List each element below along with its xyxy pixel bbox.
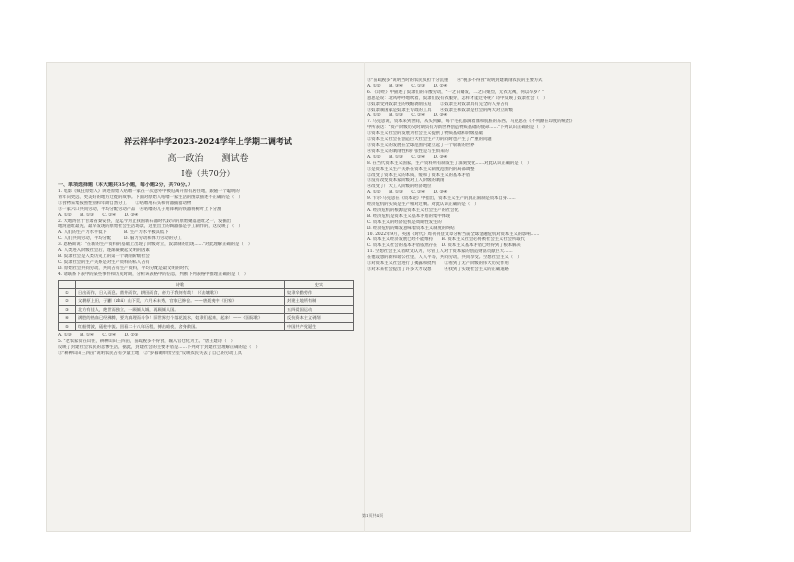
left-page: [58, 62, 358, 532]
question-line: A. ①② B. ①③ C. ②④ D. ③④: [367, 190, 448, 196]
table-row: [59, 322, 354, 330]
table-row: [59, 305, 354, 313]
question-line: ③"苗疏税多"说明当时的农民负担十分沉重 ④"税多不得食"说明封建剥削农民的主要方式: [367, 78, 543, 83]
question-line: C. 奴隶社会的生产关系是对生产资料的私人占有: [58, 259, 150, 265]
question-line: 地湾遗址最先、最早发现的原始社会生活场景，这里出土的陶器都是手工制作的，这反映了（ ）: [58, 224, 243, 230]
page-fold-line: [364, 62, 365, 532]
question-block-a: [58, 189, 358, 278]
row-number: ②: [59, 297, 76, 305]
question-line: ①食物采集按照性别和年龄自然分工 ②咕噜用石头和骨器捕猎动物: [58, 200, 192, 206]
question-line: ①"耕种山田三四亩"说明农民占有少量土地 ②"岁暮锄犁傍空室"反映农民失去了自己的劳动工具: [58, 350, 243, 356]
paper-part: Ⅰ卷（共70分）: [181, 169, 235, 178]
question-line: ①是资本主义生产关系在资本主义制度范围内的局部调整: [367, 166, 475, 172]
question-line: 4. 请联系下表中的某些事件和历史时期，分析该表格中的信息，判断下列表格中推理正确的是（ ）: [58, 271, 249, 277]
question-line: C. 资本主义的经济危机是周期性发生的: [367, 219, 442, 225]
question-line: D. 原始社会共同劳动，共同占有生产资料，平均分配是最文明的时代: [58, 265, 189, 271]
question-line: ①资本主义社会的发展为社会主义提供了物质基础和阶级基础: [367, 131, 484, 137]
question-line: A. ①② B. ①③ C. ②④ D. ③④: [58, 212, 139, 218]
row-fact: 封建土地所有制: [285, 297, 354, 305]
question-line: B. 经济危机是资本主义基本矛盾的集中体现: [367, 213, 451, 219]
question-line: 反映了封建社会农民的悲惨生活，据此，封建社会的主要矛盾是……下列对于封建社会理解正确的是（ ）: [58, 344, 260, 350]
question-line: ④资本主义的剥削性和扩张性是与生俱来的: [367, 148, 449, 154]
row-poem: 北方有佳人，绝世而独立，一顾倾人城，再顾倾人国。: [76, 305, 285, 313]
question-line: A. 资本主义经济发展已经不能维持 B. 资本主义社会必将被社会主义社会所取代: [367, 237, 525, 243]
table-header: 史实: [285, 280, 354, 288]
question-line: ①对资本主义社会进行了揭露和批判 ②看到了无产阶级的伟大历史作用: [367, 261, 509, 267]
question-line: 3. 恩格斯说："在新的生产资料的基础上出现了阶级对立，奴隶制的出现……"对此理解正确的是（ ）: [58, 242, 253, 248]
exam-subject: 高一政治 测试卷: [167, 154, 249, 164]
question-line: ③没有改变资本家阶级对工人阶级的剥削: [367, 178, 445, 184]
question-line: A. 人类进入阶级社会后，逐渐凝聚起文明的因素: [58, 248, 150, 254]
top-spacer: [367, 62, 685, 78]
row-fact: 中国共产党诞生: [285, 322, 354, 330]
question-line: 青年向更远、更美好的地方迁徙的故事。下面对原始人咕噜一家生活的图景描述不正确的是（ ）: [58, 194, 243, 200]
question-line: ③对未来社会提出了许多天才设想 ④找到了实现社会主义的正确道路: [367, 267, 509, 272]
page-number: 第1页共4页: [362, 513, 384, 518]
question-line: 在他设想的新和谐公社里，人人平等，共同劳动，共同享受。空想社会主义（ ）: [367, 255, 522, 261]
question-line: A. 人们的生产力水平低下 B. 生产力水平极其低下: [58, 230, 169, 236]
row-fact: 反抗资本主义剥削: [285, 314, 354, 322]
row-poem: 父耕原上田，子劚（zhú）山下荒，六月禾未秀，官家已修仓。——唐聂夷中《田家》: [76, 297, 285, 305]
question-line: 6. 《诗经》中描述了奴隶们的辛酸劳动，"一之日觱发，二之日栗烈，无衣无褐，何以卒岁？": [367, 89, 544, 95]
question-line: 8. 在当代资本主义国家，生产资料所有制发生了深刻变化……对此认识正确的是（ ）: [367, 160, 532, 166]
row-fact: 五四爱国运动: [285, 305, 354, 313]
question-line: ①奴隶受到奴隶主的残酷剥削压迫 ②奴隶主对奴隶具有完全的人身占有: [367, 101, 509, 107]
question-line: 9. 卡尔·马克思在《资本论》中指出，资本主义生产的真正限制是资本自身……: [367, 196, 516, 202]
question-line: ③奴隶制国家是奴隶主专政的工具 ④奴隶主和奴隶是社会的两大对立阶级: [367, 107, 514, 113]
exam-title: 祥云祥华中学2023-2024学年上学期二调考试: [124, 136, 292, 146]
question-line: ④改变了广大工人阶级的经济地位: [367, 184, 432, 190]
question-line: A. 经济危机的根源是资本主义社会生产的社会化: [367, 207, 459, 213]
table-row: [59, 289, 354, 297]
question-line: B. 奴隶社会是人类历史上的第一个剥削阶级社会: [58, 253, 150, 259]
table-row: [59, 297, 354, 305]
row-poem: 红船劈波，砥柱中流。回看二十八年历程，搏击暗夜，舍身救国。: [76, 322, 285, 330]
question-line: C. 资本主义社会的基本矛盾依然存在 D. 资本主义基本矛盾已经得到了根本解决: [367, 243, 521, 249]
table-row: [59, 314, 354, 322]
question-line: ②资本主义社会在创造巨大社会生产力的同时也产生了严重的问题: [367, 137, 492, 143]
question-line: 意思是说：北风呼呼地吹着，奴隶们没有衣服穿，怎样才能过冬呢？诗中反映了奴隶社会（ ）: [367, 95, 548, 101]
row-number: ⑤: [59, 322, 76, 330]
row-number: ①: [59, 289, 76, 297]
section-heading: 一、单项选择题（本大题共35小题，每小题2分，共70分。）: [58, 182, 193, 188]
table-header-row: [59, 280, 354, 288]
question-line: 经济危机的实质是生产相对过剩。对此认识正确的是（ ）: [367, 202, 479, 208]
row-fact: 奴隶辛勤劳作: [285, 289, 354, 297]
question-line: 11. 空想社会主义者欧文认为，尽管工人对于资本家的创造财富贡献巨大……: [367, 249, 513, 255]
question-line: 1. 电影《疯狂原始人》讲述原始人咕噜一家在一次意外中被迫离开原有居住地，跟随一个聪明的: [58, 189, 240, 194]
question-line: 2. 大地湾位于甘肃省秦安县，是迄今为止我国新石器时代较早的原始聚落遗址之一，发掘出: [58, 218, 232, 224]
question-line: D. 经济危机的爆发意味着资本主义制度的终结: [367, 225, 455, 231]
right-page: [367, 62, 685, 532]
question-line: A. ①③ B. ①④ C. ②④ D. ②⑤: [58, 333, 139, 339]
row-poem: 日出而作，日入而息。凿井而饮，耕田而食，帝力于我何有哉！（《击壤歌》）: [76, 289, 285, 297]
question-line: 5. "老农家贫在山住，耕种山田三四亩，苗疏税多不得食，输入官仓化为土。"唐王建诗（ ）: [58, 338, 235, 344]
question-block-b: [58, 333, 358, 357]
exam-paper: [46, 62, 691, 532]
question-line: 10. 2022年9月，英国《时代》周刊刊登文章分析当前全球金融危机对资本主义的影响……: [367, 231, 540, 237]
question-line: 中所表达："资产阶级历史时期负有为新世界创造物质基础的使命……"下列认识正确的是（ ）: [367, 125, 548, 131]
question-line: A. ①② B. ①③ C. ②④ D. ③④: [367, 154, 448, 160]
row-number: ③: [59, 305, 76, 313]
question-line: ③一家六口共同劳动，平均分配劳动产品 ④咕噜的儿子用锋利的铁器将树叶上下分割: [58, 206, 222, 212]
row-number: ④: [59, 314, 76, 322]
question-line: 7. 马克思说，资本来到世间，从头到脚，每个毛孔都滴着血和肮脏的东西。马克思在《不列颠在印度的统治》: [367, 119, 575, 125]
table-header: 诗歌: [76, 280, 285, 288]
table-header: [59, 280, 76, 288]
history-table: [58, 280, 354, 331]
question-line: ③资本主义的发展在全球范围内建立起了一个崭新的世界: [367, 142, 475, 148]
question-line: ②改变了资本主义的本质，缓和了资本主义的基本矛盾: [367, 172, 471, 178]
question-line: A. ①② B. ①③ C. ②④ D. ③④: [367, 113, 448, 119]
question-line: A. ①② B. ③④ C. ①③ D. ②④: [367, 83, 448, 89]
row-poem: 满腔的热血已经沸腾，要为真理而斗争！旧世界打个落花流水，奴隶们起来，起来！——《国际歌》: [76, 314, 285, 322]
question-line: C. 人们共同劳动，平均分配 D. 脑力劳动和体力劳动的分工: [58, 236, 182, 242]
